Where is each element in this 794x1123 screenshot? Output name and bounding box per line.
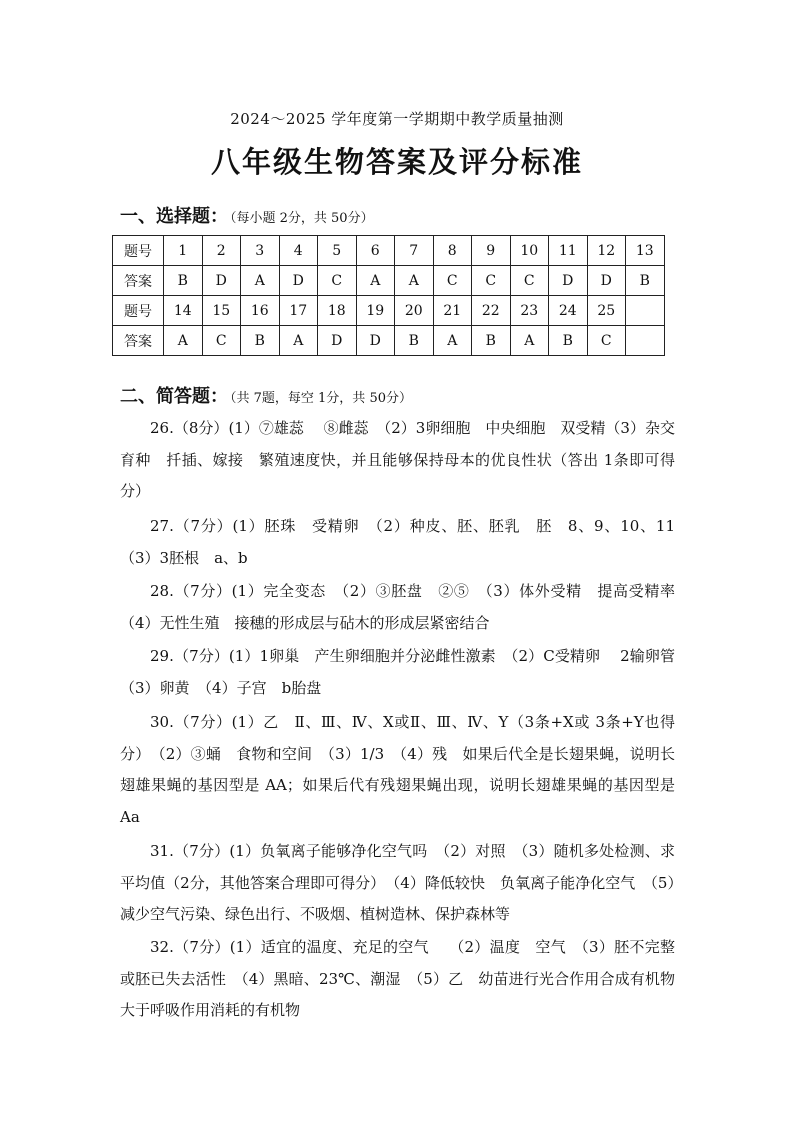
- table-row: [113, 326, 665, 356]
- table-cell: 21: [433, 296, 472, 326]
- table-row: [113, 296, 665, 326]
- question-27-text: 27.（7分）(1）胚珠 受精卵 （2）种皮、胚、胚乳 胚 8、9、10、11（3）3胚根 a、b: [120, 517, 675, 567]
- table-cell: C: [318, 266, 357, 296]
- table-row: [113, 266, 665, 296]
- table-cell: D: [549, 266, 588, 296]
- table-cell: A: [395, 266, 434, 296]
- table-row-label: 题号: [113, 236, 164, 266]
- question-30-text: 30.（7分）(1）乙 Ⅱ、Ⅲ、Ⅳ、X或Ⅱ、Ⅲ、Ⅳ、Y（3条+X或 3条+Y也得分） （2）③蛹 食物和空间 （3）1/3 （4）残 如果后代全是长翅果蝇，说明长翅雄果蝇的基因型是 AA；如果后代有残翅果蝇出现，说明长翅雄果蝇的基因型是 Aa: [120, 713, 675, 826]
- table-cell: 24: [549, 296, 588, 326]
- table-cell: C: [510, 266, 549, 296]
- table-cell: 15: [202, 296, 241, 326]
- section-1-title: 一、选择题：: [120, 206, 228, 227]
- table-cell: A: [510, 326, 549, 356]
- table-cell: 7: [395, 236, 434, 266]
- table-cell: 16: [241, 296, 280, 326]
- table-row-label: 题号: [113, 296, 164, 326]
- question-29-answer: [120, 641, 691, 704]
- table-cell: B: [395, 326, 434, 356]
- table-cell: C: [202, 326, 241, 356]
- table-cell: 4: [279, 236, 318, 266]
- question-29-text: 29.（7分）(1）1卵巢 产生卵细胞并分泌雌性激素 （2）C受精卵 2输卵管 （3）卵黄 （4）子宫 b胎盘: [120, 647, 691, 697]
- section-2-heading: [120, 382, 412, 408]
- table-cell: 23: [510, 296, 549, 326]
- table-cell: 9: [472, 236, 511, 266]
- table-cell: D: [587, 266, 626, 296]
- section-2-note: （共 7题，每空 1分，共 50分）: [230, 391, 412, 406]
- table-cell: B: [164, 266, 203, 296]
- table-cell: 19: [356, 296, 395, 326]
- question-27-answer: [120, 511, 675, 574]
- table-cell: 14: [164, 296, 203, 326]
- table-cell: D: [318, 326, 357, 356]
- table-cell: 2: [202, 236, 241, 266]
- table-cell: 25: [587, 296, 626, 326]
- table-cell: D: [279, 266, 318, 296]
- table-cell: A: [241, 266, 280, 296]
- table-row-label: 答案: [113, 266, 164, 296]
- table-cell: 6: [356, 236, 395, 266]
- table-cell: 22: [472, 296, 511, 326]
- table-cell: 10: [510, 236, 549, 266]
- table-cell: 1: [164, 236, 203, 266]
- table-cell: B: [241, 326, 280, 356]
- section-1-heading: [120, 202, 374, 228]
- question-28-text: 28.（7分）(1）完全变态 （2）③胚盘 ②⑤ （3）体外受精 提高受精率 （4）无性生殖 接穗的形成层与砧木的形成层紧密结合: [120, 582, 691, 632]
- table-cell: [626, 296, 665, 326]
- table-cell: 13: [626, 236, 665, 266]
- table-row-label: 答案: [113, 326, 164, 356]
- table-cell: C: [472, 266, 511, 296]
- question-28-answer: [120, 576, 691, 639]
- table-cell: C: [433, 266, 472, 296]
- table-cell: D: [356, 326, 395, 356]
- section-1-note: （每小题 2分，共 50分）: [230, 211, 374, 226]
- question-32-answer: [120, 932, 675, 1027]
- table-cell: B: [549, 326, 588, 356]
- question-31-text: 31.（7分）(1）负氧离子能够净化空气吗 （2）对照 （3）随机多处检测、求平均值（2分，其他答案合理即可得分） （4）降低较快 负氧离子能净化空气 （5）减少空气污染、绿色出行、不吸烟、植树造林、保护森林等: [120, 842, 675, 923]
- table-row: [113, 236, 665, 266]
- table-cell: 3: [241, 236, 280, 266]
- table-cell: 8: [433, 236, 472, 266]
- page-title: 八年级生物答案及评分标准: [210, 145, 583, 179]
- table-cell: 20: [395, 296, 434, 326]
- table-cell: 18: [318, 296, 357, 326]
- table-cell: [626, 326, 665, 356]
- table-cell: C: [587, 326, 626, 356]
- exam-subtitle: 2024～2025 学年度第一学期期中教学质量抽测: [230, 110, 564, 128]
- table-cell: 5: [318, 236, 357, 266]
- table-cell: D: [202, 266, 241, 296]
- section-2-title: 二、简答题：: [120, 386, 228, 407]
- table-cell: B: [626, 266, 665, 296]
- table-cell: B: [472, 326, 511, 356]
- question-32-text: 32.（7分）(1）适宜的温度、充足的空气 （2）温度 空气 （3）胚不完整或胚已失去活性 （4）黑暗、23℃、潮湿 （5）乙 幼苗进行光合作用合成有机物大于呼吸作用消耗的有机物: [120, 938, 675, 1019]
- question-31-answer: [120, 836, 675, 931]
- table-cell: 12: [587, 236, 626, 266]
- table-cell: 17: [279, 296, 318, 326]
- table-cell: 11: [549, 236, 588, 266]
- table-cell: A: [279, 326, 318, 356]
- table-cell: A: [164, 326, 203, 356]
- multiple-choice-answer-table: [112, 235, 665, 356]
- table-cell: A: [433, 326, 472, 356]
- question-30-answer: [120, 707, 675, 833]
- question-26-text: 26.（8分）(1）⑦雄蕊 ⑧雌蕊 （2）3卵细胞 中央细胞 双受精（3）杂交育种 扦插、嫁接 繁殖速度快，并且能够保持母本的优良性状（答出 1条即可得分）: [120, 419, 675, 500]
- table-cell: A: [356, 266, 395, 296]
- question-26-answer: [120, 413, 675, 508]
